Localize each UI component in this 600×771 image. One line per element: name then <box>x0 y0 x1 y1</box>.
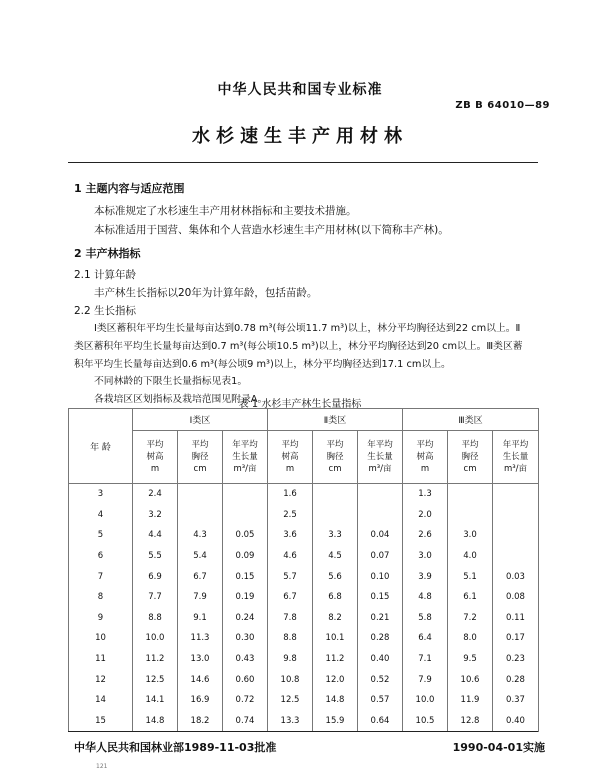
value-cell: 0.21 <box>358 608 403 629</box>
footer-divider <box>68 731 538 732</box>
value-cell: 4.0 <box>448 546 493 567</box>
value-cell <box>223 505 268 526</box>
value-cell: 11.2 <box>313 649 358 670</box>
value-cell: 0.37 <box>493 690 539 711</box>
standard-category: 中华人民共和国专业标准 <box>217 82 383 98</box>
value-cell: 1.3 <box>403 484 448 505</box>
section-2-2-line-1: Ⅰ类区蓄积年平均生长量每亩达到0.78 m³(每公顷11.7 m³)以上，林分平均胸径达到22 cm以上。Ⅱ <box>94 323 521 334</box>
value-cell: 4.5 <box>313 546 358 567</box>
col-growth-header: 年平均 生长量 m³/亩 <box>223 431 268 484</box>
age-cell: 5 <box>69 525 133 546</box>
table-row <box>69 649 539 670</box>
title-divider <box>68 162 538 163</box>
col-dbh-header: 平均 胸径 cm <box>313 431 358 484</box>
value-cell: 0.10 <box>358 566 403 587</box>
section-1-paragraph-2: 本标准适用于国营、集体和个人营造水杉速生丰产用材林(以下简称丰产林)。 <box>94 224 449 236</box>
table-row <box>69 566 539 587</box>
value-cell: 13.0 <box>178 649 223 670</box>
value-cell: 0.03 <box>493 566 539 587</box>
age-cell: 7 <box>69 566 133 587</box>
section-2-1-paragraph: 丰产林生长指标以20年为计算年龄，包括苗龄。 <box>94 287 318 299</box>
age-cell: 8 <box>69 587 133 608</box>
value-cell: 2.5 <box>268 505 313 526</box>
age-header: 年 龄 <box>69 409 133 484</box>
age-cell: 3 <box>69 484 133 505</box>
value-cell: 13.3 <box>268 711 313 732</box>
value-cell <box>358 484 403 505</box>
value-cell: 0.57 <box>358 690 403 711</box>
value-cell: 18.2 <box>178 711 223 732</box>
table-row <box>69 484 539 505</box>
age-cell: 4 <box>69 505 133 526</box>
value-cell: 7.9 <box>403 669 448 690</box>
table-row <box>69 711 539 732</box>
value-cell: 0.15 <box>358 587 403 608</box>
value-cell <box>493 484 539 505</box>
zone-3-header: Ⅲ类区 <box>403 409 539 431</box>
value-cell: 1.6 <box>268 484 313 505</box>
value-cell: 0.09 <box>223 546 268 567</box>
table-row <box>69 525 539 546</box>
table-row <box>69 669 539 690</box>
effective-date: 1990-04-01实施 <box>452 741 545 754</box>
value-cell: 10.5 <box>403 711 448 732</box>
col-growth-header: 年平均 生长量 m³/亩 <box>358 431 403 484</box>
value-cell: 0.24 <box>223 608 268 629</box>
section-2-2-line-5: 各栽培区区划指标及栽培范围见附录A。 <box>94 394 268 405</box>
value-cell: 3.0 <box>448 525 493 546</box>
col-growth-header: 年平均 生长量 m³/亩 <box>493 431 539 484</box>
value-cell: 6.7 <box>268 587 313 608</box>
value-cell: 5.1 <box>448 566 493 587</box>
growth-index-table <box>68 408 539 732</box>
table-row <box>69 505 539 526</box>
col-dbh-header: 平均 胸径 cm <box>448 431 493 484</box>
value-cell: 2.6 <box>403 525 448 546</box>
table-caption: 表 1 水杉丰产林生长量指标 <box>238 399 362 410</box>
section-2-heading: 2 丰产林指标 <box>74 247 141 260</box>
value-cell <box>313 505 358 526</box>
value-cell: 12.5 <box>268 690 313 711</box>
value-cell <box>493 505 539 526</box>
value-cell: 11.2 <box>133 649 178 670</box>
value-cell: 8.0 <box>448 628 493 649</box>
col-height-header: 平均 树高 m <box>133 431 178 484</box>
table-row <box>69 690 539 711</box>
table-body <box>69 484 539 732</box>
value-cell: 0.40 <box>358 649 403 670</box>
value-cell <box>313 484 358 505</box>
value-cell: 0.43 <box>223 649 268 670</box>
value-cell: 2.0 <box>403 505 448 526</box>
value-cell: 9.8 <box>268 649 313 670</box>
value-cell: 9.1 <box>178 608 223 629</box>
value-cell: 3.9 <box>403 566 448 587</box>
value-cell: 4.8 <box>403 587 448 608</box>
table-row <box>69 608 539 629</box>
value-cell: 8.2 <box>313 608 358 629</box>
value-cell: 6.4 <box>403 628 448 649</box>
page-mark: 121 <box>96 763 108 770</box>
value-cell: 7.7 <box>133 587 178 608</box>
value-cell: 0.72 <box>223 690 268 711</box>
value-cell: 0.28 <box>493 669 539 690</box>
section-2-2-heading: 2.2 生长指标 <box>74 305 137 317</box>
age-cell: 11 <box>69 649 133 670</box>
value-cell: 0.08 <box>493 587 539 608</box>
value-cell: 4.3 <box>178 525 223 546</box>
table-row <box>69 546 539 567</box>
value-cell: 10.8 <box>268 669 313 690</box>
value-cell: 0.15 <box>223 566 268 587</box>
value-cell: 7.9 <box>178 587 223 608</box>
value-cell: 5.4 <box>178 546 223 567</box>
value-cell: 5.6 <box>313 566 358 587</box>
value-cell: 4.6 <box>268 546 313 567</box>
value-cell: 14.8 <box>313 690 358 711</box>
value-cell: 0.64 <box>358 711 403 732</box>
col-height-header: 平均 树高 m <box>403 431 448 484</box>
section-2-2-line-3: 积年平均生长量每亩达到0.6 m³(每公顷9 m³)以上，林分平均胸径达到17.1 cm以上。 <box>74 359 451 370</box>
value-cell: 6.8 <box>313 587 358 608</box>
value-cell: 3.6 <box>268 525 313 546</box>
value-cell: 7.2 <box>448 608 493 629</box>
value-cell: 0.52 <box>358 669 403 690</box>
table-row <box>69 587 539 608</box>
section-1-heading: 1 主题内容与适应范围 <box>74 182 185 195</box>
value-cell: 14.1 <box>133 690 178 711</box>
value-cell <box>178 505 223 526</box>
value-cell: 0.40 <box>493 711 539 732</box>
value-cell: 2.4 <box>133 484 178 505</box>
section-2-1-heading: 2.1 计算年龄 <box>74 269 137 281</box>
value-cell: 0.07 <box>358 546 403 567</box>
value-cell <box>358 505 403 526</box>
value-cell: 6.1 <box>448 587 493 608</box>
table-row <box>69 628 539 649</box>
value-cell: 8.8 <box>133 608 178 629</box>
col-height-header: 平均 树高 m <box>268 431 313 484</box>
age-cell: 12 <box>69 669 133 690</box>
value-cell: 14.8 <box>133 711 178 732</box>
value-cell <box>223 484 268 505</box>
value-cell <box>493 525 539 546</box>
value-cell: 3.0 <box>403 546 448 567</box>
age-cell: 10 <box>69 628 133 649</box>
value-cell: 4.4 <box>133 525 178 546</box>
age-cell: 15 <box>69 711 133 732</box>
value-cell: 0.23 <box>493 649 539 670</box>
value-cell: 16.9 <box>178 690 223 711</box>
zone-2-header: Ⅱ类区 <box>268 409 403 431</box>
value-cell: 5.5 <box>133 546 178 567</box>
value-cell <box>448 505 493 526</box>
value-cell: 10.0 <box>403 690 448 711</box>
section-2-2-line-2: 类区蓄积年平均生长量每亩达到0.7 m³(每公顷10.5 m³)以上，林分平均胸径达到20 cm以上。Ⅲ类区蓄 <box>74 341 523 352</box>
value-cell: 3.2 <box>133 505 178 526</box>
value-cell: 6.7 <box>178 566 223 587</box>
value-cell: 12.8 <box>448 711 493 732</box>
value-cell: 15.9 <box>313 711 358 732</box>
value-cell: 7.8 <box>268 608 313 629</box>
issue-date: 中华人民共和国林业部1989-11-03批准 <box>74 741 277 754</box>
value-cell: 5.8 <box>403 608 448 629</box>
value-cell: 0.30 <box>223 628 268 649</box>
value-cell: 5.7 <box>268 566 313 587</box>
value-cell: 0.28 <box>358 628 403 649</box>
value-cell: 3.3 <box>313 525 358 546</box>
age-cell: 9 <box>69 608 133 629</box>
value-cell <box>448 484 493 505</box>
value-cell: 10.0 <box>133 628 178 649</box>
value-cell: 6.9 <box>133 566 178 587</box>
standard-code: ZB B 64010—89 <box>455 100 550 111</box>
value-cell: 12.5 <box>133 669 178 690</box>
value-cell: 0.17 <box>493 628 539 649</box>
value-cell: 12.0 <box>313 669 358 690</box>
value-cell: 11.3 <box>178 628 223 649</box>
section-1-paragraph-1: 本标准规定了水杉速生丰产用材林指标和主要技术措施。 <box>94 205 357 217</box>
value-cell: 0.05 <box>223 525 268 546</box>
value-cell <box>178 484 223 505</box>
value-cell: 0.04 <box>358 525 403 546</box>
value-cell: 9.5 <box>448 649 493 670</box>
value-cell: 10.1 <box>313 628 358 649</box>
value-cell: 0.74 <box>223 711 268 732</box>
zone-1-header: Ⅰ类区 <box>133 409 268 431</box>
value-cell: 0.11 <box>493 608 539 629</box>
age-cell: 14 <box>69 690 133 711</box>
value-cell: 10.6 <box>448 669 493 690</box>
value-cell: 0.60 <box>223 669 268 690</box>
value-cell: 0.19 <box>223 587 268 608</box>
value-cell <box>493 546 539 567</box>
value-cell: 11.9 <box>448 690 493 711</box>
value-cell: 7.1 <box>403 649 448 670</box>
col-dbh-header: 平均 胸径 cm <box>178 431 223 484</box>
document-title: 水杉速生丰产用材林 <box>192 126 408 147</box>
value-cell: 14.6 <box>178 669 223 690</box>
section-2-2-line-4: 不同林龄的下限生长量指标见表1。 <box>94 376 248 387</box>
value-cell: 8.8 <box>268 628 313 649</box>
age-cell: 6 <box>69 546 133 567</box>
